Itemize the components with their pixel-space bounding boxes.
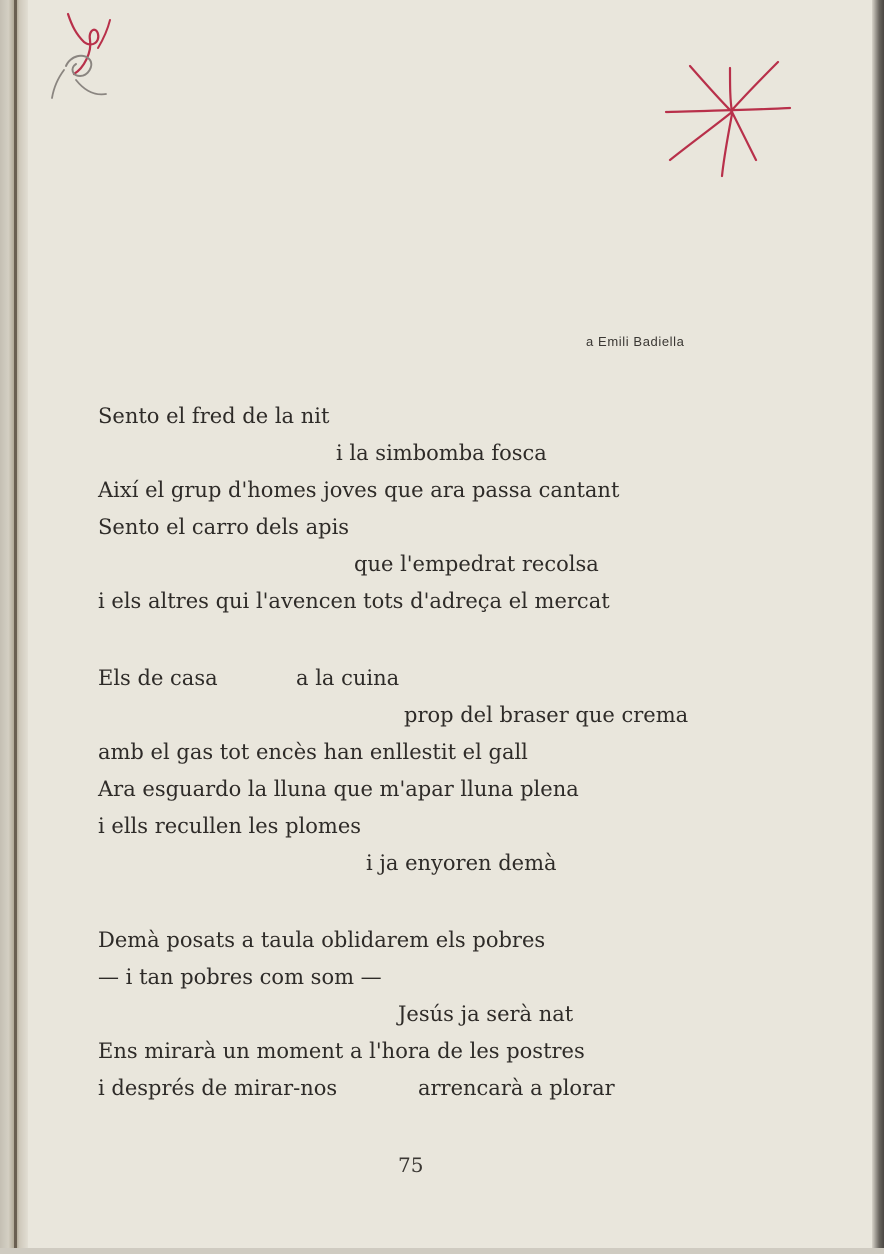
poem-line: Ens mirarà un moment a l'hora de les postres xyxy=(98,1039,585,1063)
poem-line: Els de casa xyxy=(98,666,218,690)
poem-line: — i tan pobres com som — xyxy=(98,965,382,989)
red-asterisk-mark xyxy=(660,56,796,180)
poem-line: i ells recullen les plomes xyxy=(98,814,362,838)
poem-line: prop del braser que crema xyxy=(404,703,689,727)
poem-line: Sento el fred de la nit xyxy=(98,404,330,428)
poem-line: Ara esguardo la lluna que m'apar lluna plena xyxy=(98,777,579,801)
poem-line: i els altres qui l'avencen tots d'adreça el mercat xyxy=(98,589,610,613)
poem-line: amb el gas tot encès han enllestit el gall xyxy=(98,740,528,764)
spine-binding-line xyxy=(14,0,17,1254)
poem-line: Demà posats a taula oblidarem els pobres xyxy=(98,928,546,952)
page-number: 75 xyxy=(398,1153,424,1177)
poem-line: arrencarà a plorar xyxy=(418,1076,615,1100)
poem-line: i després de mirar-nos xyxy=(98,1076,338,1100)
page-bottom-edge xyxy=(0,1248,884,1254)
dedication: a Emili Badiella xyxy=(586,334,685,349)
poem-line: Així el grup d'homes joves que ara passa cantant xyxy=(98,478,620,502)
poem-line: i ja enyoren demà xyxy=(366,851,557,875)
poem-line: Sento el carro dels apis xyxy=(98,515,350,539)
pencil-scribble-mark xyxy=(40,8,130,104)
poem-line: Jesús ja serà nat xyxy=(398,1002,574,1026)
poem-line: a la cuina xyxy=(296,666,400,690)
poem-line: que l'empedrat recolsa xyxy=(354,552,599,576)
poem-line: i la simbomba fosca xyxy=(336,441,547,465)
page-edge-shadow xyxy=(872,0,884,1254)
